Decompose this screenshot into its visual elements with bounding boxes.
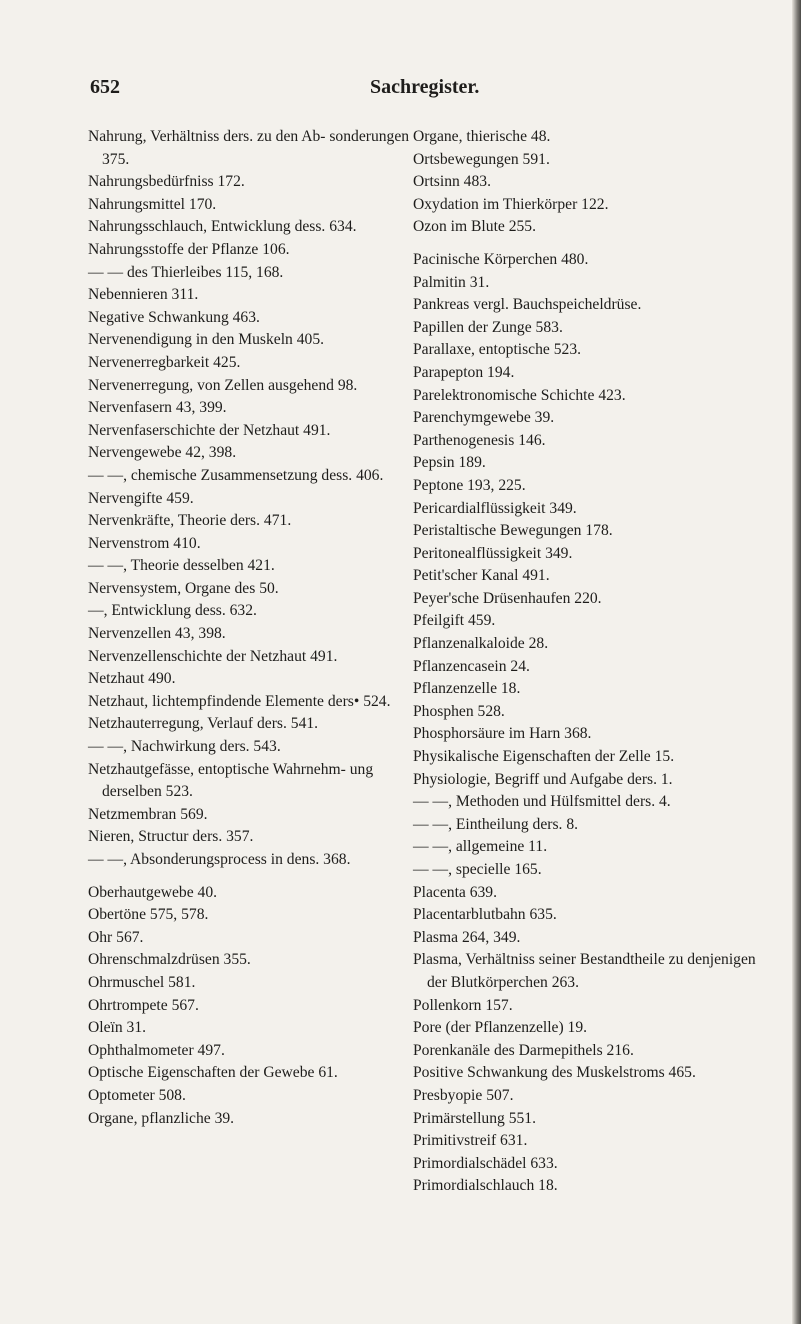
index-entry: Primordialschädel 633. [413,1154,558,1172]
index-entry: Nahrungsmittel 170. [88,195,217,213]
index-entry: Pflanzencasein 24. [413,657,530,675]
index-entry: Optometer 508. [88,1086,186,1104]
index-entry: Nervensystem, Organe des 50. [88,579,279,597]
index-entry: Primordialschlauch 18. [413,1177,558,1195]
index-entry: Nervenfaserschichte der Netzhaut 491. [88,421,331,439]
index-entry: Plasma, Verhältniss seiner Bestandtheile zu denjenigen der Blutkörperchen 263. [413,951,756,991]
index-entry: Optische Eigenschaften der Gewebe 61. [88,1064,338,1082]
index-entry: Porenkanäle des Darmepithels 216. [413,1041,634,1059]
index-entry: — —, Absonderungsprocess in dens. 368. [88,851,351,868]
index-entry: Primitivstreif 631. [413,1132,528,1150]
index-entry: — — des Thierleibes 115, 168. [88,263,284,281]
index-entry: Placentarblutbahn 635. [413,906,557,924]
index-entry: Primärstellung 551. [413,1109,537,1127]
index-column-left [88,126,410,1130]
index-entry: Ohr 567. [88,928,144,946]
index-entry: Pflanzenzelle 18. [413,680,521,698]
index-entry: — —, Theorie desselben 421. [88,557,275,575]
index-entry: Negative Schwankung 463. [88,308,260,326]
index-entry: Peptone 193, 225. [413,476,526,494]
index-entry: Pore (der Pflanzenzelle) 19. [413,1019,588,1037]
index-entry: Organe, pflanzliche 39. [88,1109,235,1127]
index-entry: Positive Schwankung des Muskelstroms 465. [413,1064,696,1082]
index-entry: Pflanzenalkaloide 28. [413,635,549,653]
index-entry: Peyer'sche Drüsenhaufen 220. [413,589,602,607]
index-entry: Netzhautgefässe, entoptische Wahrnehm- ung derselben 523. [88,760,374,801]
index-entry: Ohrmuschel 581. [88,973,196,991]
index-entry: Palmitin 31. [413,273,490,291]
index-entry: Petit'scher Kanal 491. [413,567,550,585]
index-entry: Nervenerregung, von Zellen ausgehend 98. [88,376,358,394]
index-entry: Obertöne 575, 578. [88,906,209,924]
index-entry: Parthenogenesis 146. [413,431,546,449]
index-entry: — —, chemische Zusammensetzung dess. 406. [88,466,384,484]
index-entry: Parallaxe, entoptische 523. [413,341,582,359]
index-entry: Peritonealflüssigkeit 349. [413,544,573,562]
running-title: Sachregister. [370,76,480,98]
index-entry: Ozon im Blute 255. [413,218,537,236]
index-entry: Pepsin 189. [413,454,486,472]
index-entry: —, Entwicklung dess. 632. [88,602,257,620]
index-entry: Physikalische Eigenschaften der Zelle 15. [413,748,675,766]
index-entry: Pacinische Körperchen 480. [413,250,589,268]
index-entry: Ophthalmometer 497. [88,1041,225,1059]
index-entry: Pfeilgift 459. [413,612,496,630]
index-entry: Nebennieren 311. [88,286,199,304]
index-entry: Phosphorsäure im Harn 368. [413,725,592,743]
index-entry: — —, Methoden und Hülfsmittel ders. 4. [413,793,671,811]
index-entry: Oberhautgewebe 40. [88,883,218,901]
index-entry: Ohrtrompete 567. [88,996,199,1014]
index-entry: Nervenfasern 43, 399. [88,399,227,417]
index-entry: Physiologie, Begriff und Aufgabe ders. 1. [413,770,673,788]
index-entry: Nahrungsbedürfniss 172. [88,173,245,191]
index-entry: Nervenzellenschichte der Netzhaut 491. [88,647,338,665]
index-entry: Pericardialflüssigkeit 349. [413,499,577,517]
index-entry: Papillen der Zunge 583. [413,318,563,336]
index-entry: Netzhaut, lichtempfindende Elemente ders• 524. [88,692,391,710]
index-entry: Nahrung, Verhältniss ders. zu den Ab- sonderungen 375. [88,128,410,168]
index-entry: Nervenerregbarkeit 425. [88,353,241,371]
index-entry: Nervenendigung in den Muskeln 405. [88,331,325,349]
index-entry: Peristaltische Bewegungen 178. [413,522,613,540]
index-entry: Placenta 639. [413,883,498,901]
index-entry: Oxydation im Thierkörper 122. [413,195,609,213]
index-entry: Nahrungsstoffe der Pflanze 106. [88,240,290,258]
index-entry: Netzhauterregung, Verlauf ders. 541. [88,715,319,733]
index-entry: Pankreas vergl. Bauchspeicheldrüse. [413,296,642,314]
index-entry: Ohrenschmalzdrüsen 355. [88,951,251,969]
index-entry: Parenchymgewebe 39. [413,409,555,427]
index-entry: Nieren, Structur ders. 357. [88,828,254,846]
index-entry: Nervenzellen 43, 398. [88,625,226,643]
index-entry: — —, Nachwirkung ders. 543. [88,738,281,756]
index-entry: Netzhaut 490. [88,670,176,688]
index-entry: Nahrungsschlauch, Entwicklung dess. 634. [88,218,357,236]
page-edge [792,0,801,1324]
index-entry: Pollenkorn 157. [413,996,513,1014]
index-entry: Ortsbewegungen 591. [413,150,550,168]
index-entry: — —, specielle 165. [413,861,542,878]
index-entry: Nervenkräfte, Theorie ders. 471. [88,512,292,530]
page-number: 652 [90,76,120,98]
index-entry: Organe, thierische 48. [413,128,551,145]
index-entry: Nervengewebe 42, 398. [88,444,237,462]
index-entry: — —, allgemeine 11. [413,838,548,856]
index-entry: Parelektronomische Schichte 423. [413,386,626,404]
index-entry: Nervengifte 459. [88,489,194,507]
index-entry: Phosphen 528. [413,702,505,720]
index-entry: Ortsinn 483. [413,173,491,191]
index-entry: — —, Eintheilung ders. 8. [413,815,579,833]
index-entry: Parapepton 194. [413,363,515,381]
index-entry: Netzmembran 569. [88,805,208,823]
index-entry: Presbyopie 507. [413,1086,514,1104]
page-header [90,76,730,106]
index-entry: Oleïn 31. [88,1019,147,1037]
index-entry: Plasma 264, 349. [413,928,521,946]
index-entry: Nervenstrom 410. [88,534,201,552]
index-column-right [413,126,763,1198]
